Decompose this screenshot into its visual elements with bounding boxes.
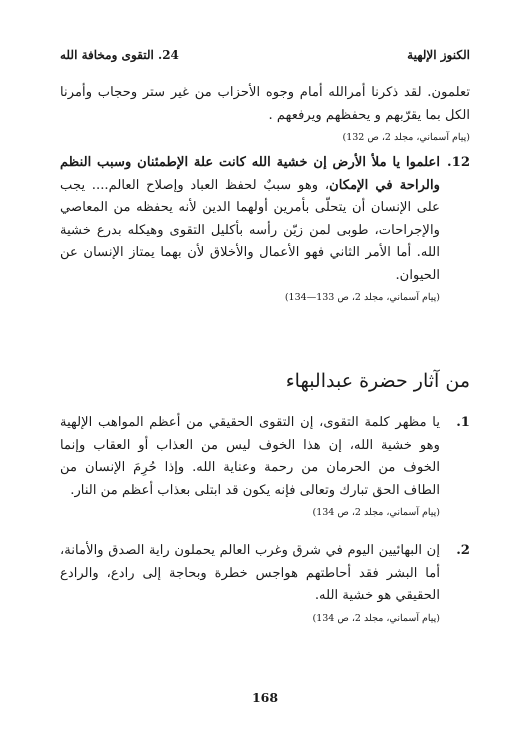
item-reference: (پيام آسماني، مجلد 2، ص 134): [312, 507, 440, 518]
intro-reference: (پيام آسماني، مجلد 2، ص 132): [342, 132, 470, 143]
item-reference: (پيام آسماني، مجلد 2، ص 134): [312, 612, 440, 624]
page-number: 168: [251, 690, 279, 705]
list-item-1: [60, 412, 470, 520]
list-item-12: [60, 152, 470, 305]
chapter-title: 24. التقوى ومخافة الله: [60, 48, 179, 62]
book-title: الكنوز الإلهية: [407, 48, 470, 62]
quote-continuation: ، وهو سببٌ لحفظ العباد وإصلاح العالم.... يجب على الإنسان أن يتحلّى بأمرين أولهما الدين لأنه يحفظه من المعاصي والإجراحات، طوبى لمن زيّن رأسه بأكليل التقوى وهيكله بدرع خشية الله. أما الأمر الثاني فهو الأعمال والأخلاق لأن بهما يمتاز الإنسان عن الحيوان.: [60, 177, 440, 283]
item-body: [60, 412, 440, 520]
item-body: [60, 152, 440, 305]
emphasized-quote: اعلموا يا ملأ الأرض إن خشية الله كانت علة الإطمئنان وسبب النظم والراحة في الإمكان: [60, 155, 440, 193]
intro-paragraph: تعلمون. لقد ذكرنا أمرالله أمام وجوه الأحزاب من غير ستر وحجاب وأمرنا الكل بما يقرّبهم و يحفظهم ويرفعهم .: [60, 85, 470, 123]
intro-paragraph-block: [60, 82, 470, 145]
item-number: .2: [456, 543, 470, 558]
list-item-2: [60, 540, 470, 626]
running-header: [60, 44, 470, 66]
section-heading: من آثار حضرة عبدالبهاء: [285, 370, 470, 392]
item-body: [60, 540, 440, 626]
item-number: .1: [456, 415, 470, 430]
item-paragraph: يا مظهر كلمة التقوى، إن التقوى الحقيقي من أعظم المواهب الإلهية وهو خشية الله، إن هذا الخوف ليس من العذاب أو العقاب وإنما الخوف من الحرمان من رحمة وعناية الله. وإذا حُرِمَ الإنسان من الطاف الحق تبارك وتعالى فإنه يكون قد ابتلى بعذاب أعظم من النار.: [60, 415, 440, 498]
item-reference: (پيام آسماني، مجلد 2، ص 133—134): [284, 292, 440, 303]
item-paragraph: [60, 152, 440, 287]
item-paragraph: إن البهائيين اليوم في شرق وغرب العالم يحملون راية الصدق والأمانة، أما البشر فقد أحاطتهم هواجس خطرة وبحاجة إلى رادع، والرادع الحقيقي هو خشية الله.: [60, 543, 440, 603]
item-number: .12: [447, 155, 470, 170]
